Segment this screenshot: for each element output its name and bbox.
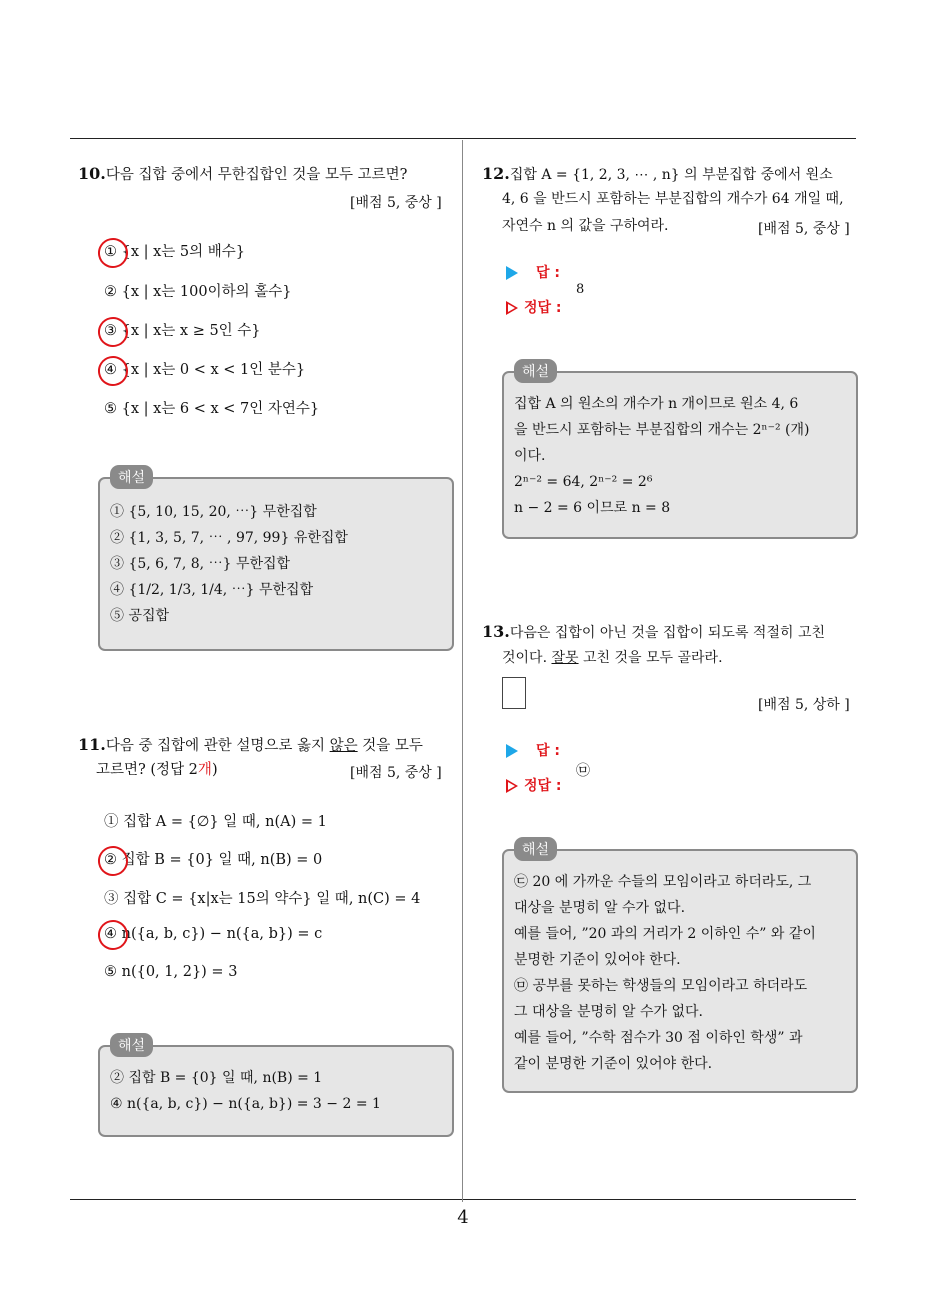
explanation-box (502, 842, 858, 1093)
explanation-text: ② 집합 B = {0} 일 때, n(B) = 1 ④ n({a, b, c}) − n({a, b}) = 3 − 2 = 1 (110, 1070, 381, 1112)
score-difficulty: [배점 5, 중상 ] (350, 765, 442, 781)
page-number: 4 (457, 1207, 469, 1228)
question-13: 13.다음은 집합이 아닌 것을 집합이 되도록 적절히 고친 (482, 622, 825, 641)
selection-circle: ④ (104, 926, 117, 942)
answer-row[interactable]: 답 : (506, 740, 560, 760)
selection-circle: ③ (104, 323, 117, 339)
option-4[interactable] (104, 358, 305, 379)
option-text: n({0, 1, 2}) = 3 (121, 964, 238, 980)
option-text: {x | x는 0 < x < 1인 분수} (121, 362, 306, 378)
option-text: 집합 C = {x|x는 15의 약수} 일 때, n(C) = 4 (123, 891, 421, 907)
option-1[interactable] (104, 240, 245, 261)
option-3[interactable]: ③ 집합 C = {x|x는 15의 약수} 일 때, n(C) = 4 (104, 891, 421, 907)
question-text: 다음 집합 중에서 무한집합인 것을 모두 고르면? (105, 167, 408, 183)
option-text: 집합 B = {0} 일 때, n(B) = 0 (121, 852, 323, 868)
option-text: n({a, b, c}) − n({a, b}) = c (121, 926, 323, 942)
option-2[interactable] (104, 848, 322, 869)
option-text: {x | x는 6 < x < 7인 자연수} (121, 401, 320, 417)
explanation-label: 해설 (110, 465, 153, 489)
question-12-line2: 4, 6 을 반드시 포함하는 부분집합의 개수가 64 개일 때, (502, 191, 844, 207)
score-difficulty: [배점 5, 중상 ] (350, 195, 442, 211)
option-5[interactable]: ⑤ n({0, 1, 2}) = 3 (104, 964, 238, 980)
image-placeholder (502, 677, 526, 709)
explanation-box (98, 470, 454, 651)
play-triangle-icon (506, 744, 518, 758)
score-difficulty: [배점 5, 상하 ] (758, 697, 850, 713)
option-3[interactable] (104, 319, 261, 340)
option-1[interactable]: ① 집합 A = {∅} 일 때, n(A) = 1 (104, 814, 327, 830)
option-text: {x | x는 5의 배수} (121, 244, 245, 260)
explanation-label: 해설 (514, 359, 557, 383)
question-12-line3: 자연수 n 의 값을 구하여라. (502, 218, 669, 234)
option-5[interactable]: ⑤ {x | x는 6 < x < 7인 자연수} (104, 401, 320, 417)
explanation-text: ㉢ 20 에 가까운 수들의 모임이라고 하더라도, 그 대상을 분명히 알 수가 없다. 예를 들어, ”20 과의 거리가 2 이하인 수” 와 같이 분명한 기준이 있어야 한다. ㉤ 공부를 못하는 학생들의 모임이라고 하더라도 그 대상을 분명히 알 수가 없다. 예를 들어, ”수학 점수가 30 점 이하인 학생” 과 같이 분명한 기준이 있어야 한다. (514, 874, 816, 1072)
explanation-text: ① {5, 10, 15, 20, ⋯} 무한집합 ② {1, 3, 5, 7, ⋯ , 97, 99} 유한집합 ③ {5, 6, 7, 8, ⋯} 무한집합 ④ {1/2, 1/3, 1/4, ⋯} 무한집합 ⑤ 공집합 (110, 504, 348, 624)
play-triangle-icon (506, 266, 518, 280)
correct-answer-row: 정답 : (506, 775, 562, 795)
explanation-box (98, 1038, 454, 1137)
question-10 (78, 160, 407, 189)
question-number: 11. (78, 735, 106, 754)
score-difficulty: [배점 5, 중상 ] (758, 221, 850, 237)
option-2[interactable]: ② {x | x는 100이하의 홀수} (104, 284, 292, 300)
explanation-label: 해설 (514, 837, 557, 861)
column-divider (462, 140, 463, 1202)
top-rule (70, 138, 856, 139)
question-number: 12. (482, 164, 510, 183)
explanation-box (502, 364, 858, 539)
option-text: 집합 A = {∅} 일 때, n(A) = 1 (123, 814, 327, 830)
outline-triangle-icon (506, 779, 518, 793)
question-number: 10. (78, 164, 106, 183)
explanation-text: 집합 A 의 원소의 개수가 n 개이므로 원소 4, 6 을 반드시 포함하는 부분집합의 개수는 2ⁿ⁻² (개) 이다. 2ⁿ⁻² = 64, 2ⁿ⁻² = 2⁶ n − 2 = 6 이므로 n = 8 (514, 396, 810, 516)
correct-answer-value: 8 (576, 282, 585, 297)
question-number: 13. (482, 622, 510, 641)
explanation-label: 해설 (110, 1033, 153, 1057)
question-13-line2: 것이다. 잘못 고친 것을 모두 골라라. (502, 650, 723, 666)
answer-row[interactable]: 답 : (506, 262, 560, 282)
selection-circle: ④ (104, 362, 117, 378)
question-12: 12.집합 A = {1, 2, 3, ⋯ , n} 의 부분집합 중에서 원소 (482, 164, 833, 183)
question-11: 11.다음 중 집합에 관한 설명으로 옳지 않은 것을 모두 (78, 735, 423, 754)
option-text: {x | x는 x ≥ 5인 수} (121, 323, 261, 339)
question-11-line2: 고르면? (정답 2개) (96, 762, 218, 778)
selection-circle: ① (104, 244, 117, 260)
correct-answer-value: ㉤ (576, 763, 590, 779)
option-text: {x | x는 100이하의 홀수} (121, 284, 292, 300)
bottom-rule (70, 1199, 856, 1200)
option-4[interactable] (104, 926, 322, 942)
outline-triangle-icon (506, 301, 518, 315)
correct-answer-row: 정답 : (506, 297, 562, 317)
selection-circle: ② (104, 852, 117, 868)
